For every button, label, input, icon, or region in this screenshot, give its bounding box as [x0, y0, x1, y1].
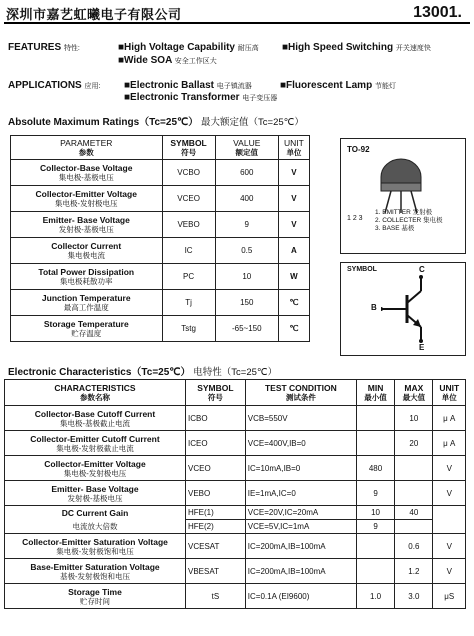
bullet-icon: ■	[124, 92, 131, 103]
package-name: TO-92	[347, 145, 370, 154]
symbol-label: SYMBOL	[347, 266, 377, 273]
application-item: ■Fluorescent Lamp 节能灯	[280, 80, 396, 91]
company-name: 深圳市嘉艺虹曦电子有限公司	[6, 7, 182, 22]
features-label: FEATURES	[8, 42, 62, 53]
pin-numbers: 1 2 3	[347, 215, 363, 222]
bullet-icon: ■	[282, 42, 289, 53]
table-row: Emitter- Base Voltage 发射极-基极电压 VEBO 9 V	[11, 212, 310, 238]
table-row: Collector-Emitter Cutoff Current 集电极-发射极截止电流 ICEO VCE=400V,IB=0 20 μ A	[5, 431, 466, 456]
to92-package-icon	[371, 155, 431, 215]
pin-legend-item: 1. EMITTER 发射极	[375, 209, 433, 216]
table-header-row: CHARACTERISTICS 参数名称 SYMBOL 符号 TEST CONDITION 测试条件 MIN 最小值 MAX 最大值 UNIT 单位	[5, 380, 466, 406]
feature-item: ■Wide SOA 安全工作区大	[118, 55, 217, 66]
elec-title: Electronic Characteristics（Tc=25℃） 电特性（Tc=25℃）	[8, 367, 278, 378]
applications-label: APPLICATIONS	[8, 80, 82, 91]
application-item: ■Electronic Ballast 电子镇流器	[124, 80, 252, 91]
bullet-icon: ■	[124, 80, 131, 91]
table-row: Emitter- Base Voltage 发射极-基极电压 VEBO IE=1mA,IC=0 9 V	[5, 481, 466, 506]
symbol-box	[340, 262, 466, 356]
collector-label: C	[419, 265, 425, 274]
bullet-icon: ■	[118, 55, 125, 66]
npn-transistor-icon	[381, 275, 451, 343]
application-item: ■Electronic Transformer 电子变压器	[124, 92, 278, 103]
table-row: Total Power Dissipation 集电极耗散功率 PC 10 W	[11, 264, 310, 290]
table-row: Collector-Emitter Voltage 集电极-发射极电压 VCEO 400 V	[11, 186, 310, 212]
table-row: DC Current Gain HFE(1) VCE=20V,IC=20mA 10 40	[5, 506, 466, 520]
table-row: Collector Current 集电极电流 IC 0.5 A	[11, 238, 310, 264]
header-divider	[4, 22, 470, 24]
pin-legend	[375, 209, 443, 233]
table-row: Collector-Emitter Voltage 集电极-发射极电压 VCEO IC=10mA,IB=0 480 V	[5, 456, 466, 481]
emitter-label: E	[419, 343, 425, 352]
part-number: 13001.	[413, 4, 462, 21]
features-label-cn: 特性:	[63, 45, 80, 52]
package-box	[340, 138, 466, 254]
table-row: Storage Time 贮存时间 tS IC=0.1A (EI9600) 1.0 3.0 μS	[5, 584, 466, 609]
table-row: Collector-Emitter Saturation Voltage 集电极-发射极饱和电压 VCESAT IC=200mA,IB=100mA 0.6 V	[5, 534, 466, 559]
bullet-icon: ■	[280, 80, 287, 91]
features-section	[8, 42, 80, 55]
table-header-row: PARAMETER 参数 SYMBOL 符号 VALUE 额定值 UNIT 单位	[11, 136, 310, 160]
table-row: Collector-Base Voltage 集电极-基极电压 VCBO 600 V	[11, 160, 310, 186]
applications-label-cn: 应用:	[84, 83, 101, 90]
table-row: Storage Temperature 贮存温度 Tstg -65~150 ℃	[11, 316, 310, 342]
elec-table	[4, 379, 466, 609]
bullet-icon: ■	[118, 42, 125, 53]
feature-item: ■High Speed Switching 开关速度快	[282, 42, 431, 53]
table-row: 电流放大倍数 HFE(2) VCE=5V,IC=1mA 9	[5, 520, 466, 534]
table-row: Collector-Base Cutoff Current 集电极-基极截止电流 ICBO VCB=550V 10 μ A	[5, 406, 466, 431]
abs-max-title: Absolute Maximum Ratings（Tc=25℃） 最大额定值（Tc=25℃）	[8, 117, 304, 128]
abs-max-table	[10, 135, 310, 342]
table-row: Base-Emitter Saturation Voltage 基极-发射极饱和电压 VBESAT IC=200mA,IB=100mA 1.2 V	[5, 559, 466, 584]
pin-legend-item: 3. BASE 基极	[375, 225, 415, 232]
base-label: B	[371, 303, 377, 312]
feature-item: ■High Voltage Capability 耐压高	[118, 42, 259, 53]
pin-legend-item: 2. COLLECTER 集电极	[375, 217, 443, 224]
table-row: Junction Temperature 最高工作温度 Tj 150 ℃	[11, 290, 310, 316]
applications-section	[8, 80, 100, 93]
